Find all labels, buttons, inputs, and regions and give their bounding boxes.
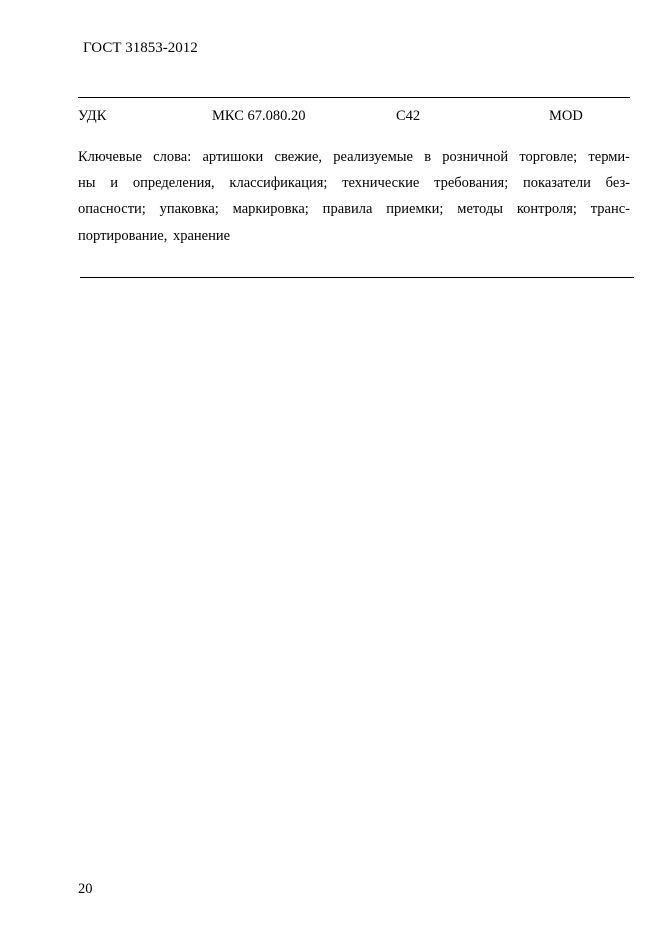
udk-label: УДК (78, 108, 107, 124)
mks-code: МКС 67.080.20 (212, 108, 306, 124)
page-number: 20 (78, 881, 93, 897)
okstu-code: С42 (396, 108, 421, 124)
bottom-divider (80, 277, 634, 278)
top-divider (78, 97, 630, 98)
keywords-line: портирование, хранение (78, 228, 231, 244)
keywords-line: опасности; упаковка; маркировка; правила приемки; методы контроля; транс- (78, 201, 630, 217)
keywords-line: Ключевые слова: артишоки свежие, реализуемые в розничной торговле; терми- (78, 149, 630, 165)
standard-header: ГОСТ 31853-2012 (83, 40, 198, 56)
keywords-line: ны и определения, классификация; технические требования; показатели без- (78, 175, 630, 191)
mod-label: MOD (549, 108, 583, 124)
